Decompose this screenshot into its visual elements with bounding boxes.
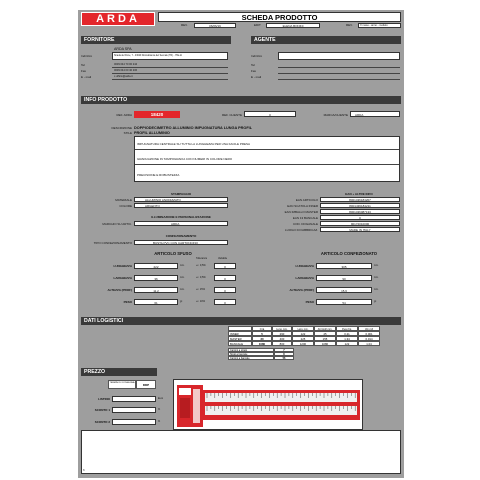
conf-row-unit: mm. — [374, 276, 379, 279]
sfuso-row-field — [134, 263, 178, 269]
sfuso-row-var-field — [214, 299, 236, 305]
logistics-header-text: Larg. mm. — [297, 328, 309, 331]
agente-address-label: Indirizzo — [251, 54, 263, 58]
brand-field — [350, 111, 400, 117]
ref-arda-label: REF. ARDA — [116, 113, 132, 117]
logistics-cell — [292, 341, 314, 346]
fornitore-name: ARDA SPA — [114, 47, 132, 51]
ean-row-field — [320, 215, 400, 220]
product-sheet — [78, 10, 404, 478]
email-value: c.ufficio@arda.it — [114, 75, 133, 78]
rev2-field — [358, 23, 401, 28]
sfuso-row-field — [134, 287, 178, 293]
sfuso-row-label: LUNGHEZZA — [113, 264, 132, 268]
sfuso-row-value: 222 — [153, 264, 159, 269]
conf-row-unit: mm. — [374, 264, 379, 267]
logistics-cell — [314, 341, 336, 346]
materiale-value: ALLUMINIO ANODIZZATO — [145, 198, 181, 203]
features-box — [134, 136, 400, 182]
logistics-cell-text: 122 — [344, 342, 350, 346]
colore-field — [134, 203, 228, 208]
ean-row-field — [320, 203, 400, 208]
sfuso-row-var: 0 — [224, 288, 226, 293]
ref-client-value: 0 — [269, 112, 271, 117]
marchio-label: MARCHIO SU ARTIC. — [102, 222, 132, 226]
logistics-cell — [358, 341, 380, 346]
product-image-frame — [173, 379, 363, 430]
stampaggio-title: STAMPAGGIO — [170, 192, 192, 196]
agente-tel-label: Tel — [251, 63, 255, 67]
sfuso-row-unit: mm. — [180, 264, 185, 267]
logistics-cell-text: 122 — [300, 332, 306, 336]
sfuso-row-field — [134, 275, 178, 281]
colore-value: ARGENTO — [145, 204, 160, 209]
ean-row-value: MADE IN ITALY — [349, 228, 371, 233]
info-bar: INFO PRODOTTO — [81, 96, 401, 104]
sfuso-row-label: ALTEZZA (PROF) — [107, 288, 132, 292]
logistics-extra-value-cell — [274, 356, 294, 360]
logistics-cell-text: 0,014 — [365, 337, 373, 341]
logistics-cell-text: 155 — [322, 337, 328, 341]
ean-row-label: EAN SCATOLA INNER — [287, 204, 318, 208]
logistics-cell-text: 1,04 — [366, 342, 372, 346]
page-title: SCHEDA PRODOTTO — [241, 13, 318, 22]
brand-label: MARCA/CLIENTE — [323, 113, 348, 117]
price-row-label: SCONTO 2 — [94, 420, 110, 424]
sfuso-row-var-field — [214, 263, 236, 269]
fornitore-bar: FORNITORE — [81, 36, 231, 44]
logistics-extra-label-cell — [228, 356, 274, 360]
logistics-cell-text: 1080 — [258, 342, 266, 346]
ean-row-label: COD. DOGANALE — [292, 222, 318, 226]
sfuso-row-tol: +/- 15% — [196, 288, 206, 291]
price-row-unit: % — [158, 420, 161, 423]
logistics-cell-text: 400 — [279, 337, 285, 341]
sfuso-row-label: PESO — [123, 300, 132, 304]
logistics-cell-text: 5 — [261, 332, 263, 336]
price-row-unit: Euro — [158, 397, 164, 400]
agente-bar: AGENTE — [251, 36, 401, 44]
logistics-cell — [272, 341, 292, 346]
ean-title: EAN + ALTRE INFO — [345, 192, 373, 196]
tipo-value: BUSTA PVC CON CARTONCINO — [153, 241, 199, 246]
ref-client-field — [244, 111, 296, 117]
colore-label: COLORE — [119, 204, 132, 208]
logistics-extra-label: Strati a bancale — [230, 353, 248, 356]
logistics-header-text: Alt (prof) mm. — [317, 328, 333, 331]
agente-fax-label: Fax — [251, 69, 257, 73]
ean-row-label: LUOGO DI FABBRICAZ. — [284, 228, 318, 232]
rev2-label: REV. — [346, 23, 353, 27]
prezzo-bar: PREZZO — [81, 368, 157, 376]
ruler-package-icon — [174, 380, 364, 431]
terms-label: TERMINI DI CONSEGNA — [109, 382, 135, 384]
illu-title: ILLUMINAZIONE E PERSONALIZZAZIONE — [151, 215, 211, 219]
conf-row-value: 15,6 — [341, 288, 347, 293]
logistics-cell — [252, 341, 272, 346]
sfuso-row-tol: +/- 0,5% — [196, 264, 206, 267]
logistics-cell-text: 290 — [279, 332, 285, 336]
logistics-cell-text: BANCALE — [230, 342, 244, 346]
ean-row-label: EAN ARTICOLO — [295, 198, 318, 202]
conf-row-value: 54 — [342, 300, 346, 305]
tel-label: Tel — [81, 63, 85, 67]
price-row-field[interactable] — [112, 407, 156, 413]
sfuso-row-unit: gr. — [180, 300, 183, 303]
ean-row-value: 0 — [359, 216, 361, 221]
logistics-cell-text: 0,21 — [344, 332, 350, 336]
logistics-cell-text: 800 — [279, 342, 285, 346]
logistics-extra-label: Cartoni a bancale — [230, 357, 250, 360]
price-row-label: LISTINO — [98, 397, 110, 401]
sfuso-row-tol: +/- 10% — [196, 300, 206, 303]
logistics-extra-value: 8 — [283, 353, 285, 356]
style-value: PROFIL ALLUMINIO — [134, 130, 170, 135]
desc-label: DESCRIZIONE — [111, 126, 132, 130]
tol-label: Tolleranza — [196, 257, 207, 260]
logistics-cell-text: 1,34 — [344, 337, 350, 341]
sfuso-row-unit: mm. — [180, 276, 185, 279]
address-value: Strada del Fiore, 7 - 43029 Roccabianca del Seccale (TR) - ITALIA — [114, 54, 182, 57]
footer-box — [81, 430, 401, 474]
editor-field — [266, 23, 320, 28]
fax-value: 0039 044 00 40 206 — [114, 69, 138, 72]
brand-value: ARDA — [355, 112, 364, 117]
sfuso-title: ARTICOLO SFUSO — [154, 251, 192, 256]
ean-row-label: EAN IMBALLO MASTER — [284, 210, 318, 214]
email-label: E - mail — [81, 75, 92, 79]
sfuso-row-value: 61 — [154, 300, 158, 305]
ean-row-field — [320, 197, 400, 202]
logistica-bar: DATI LOGISTICI — [81, 317, 401, 325]
logistics-cell-text: 0,001 — [365, 332, 373, 336]
logistics-cell-text: 225 — [300, 337, 306, 341]
logistics-extra-value: 7 — [283, 349, 285, 352]
address-label: Indirizzo — [81, 54, 93, 58]
footer-mark: ft — [83, 469, 85, 472]
ref-arda-field — [134, 111, 180, 118]
ref-arda-value: 18420 — [150, 112, 164, 117]
conf-row-field — [316, 263, 372, 269]
price-row-unit: % — [158, 408, 161, 411]
editor-name: ELENA BONINI — [282, 23, 304, 28]
var-label: Variabile — [218, 257, 228, 260]
terms-value-cell — [136, 380, 156, 389]
feature-3: PRECISIONE E ROBUSTEZZA — [137, 173, 180, 177]
address-field — [112, 52, 228, 60]
ean-row-value: 8001436087133 — [349, 210, 371, 215]
logistics-cell-text: 25 — [323, 332, 327, 336]
materiale-label: MATERIALE — [115, 198, 132, 202]
sfuso-row-var: 0 — [224, 276, 226, 281]
sfuso-row-unit: mm. — [180, 288, 185, 291]
conf-row-label: LUNGHEZZA — [295, 264, 314, 268]
sfuso-row-var: 0 — [224, 300, 226, 305]
agente-address-field — [278, 52, 400, 60]
ref-client-label: REF. CLIENTE — [221, 113, 242, 117]
title-box — [158, 12, 401, 22]
arda-logo — [81, 12, 155, 26]
sfuso-row-tol: +/- 0,5% — [196, 276, 206, 279]
sfuso-row-value: 36 — [154, 276, 158, 281]
rev-label: REV. — [181, 23, 188, 27]
logistics-cell-text: INNER — [230, 332, 239, 336]
logistics-header-text: Q.tà — [259, 328, 265, 331]
ean-row-field — [320, 209, 400, 214]
terms-label-cell — [108, 380, 136, 389]
feature-2: GRADUAZIONE IN TAMPOGRAFIA CON NUMERI IN COLORE NERO — [137, 157, 233, 161]
price-row-field[interactable] — [112, 396, 156, 402]
terms-value: DDP — [142, 383, 150, 387]
conf-row-unit: mm. — [374, 288, 379, 291]
feature-1: IMPUGNATURA CENTRALE SU TUTTA LA LUNGHEZZA PER UNA FACILE PRESA — [137, 142, 251, 146]
ean-row-field — [320, 221, 400, 226]
desc-value: DOPPIODECIMETRO ALLUMINIO IMPUGNATURA LUNGA PROFIL — [134, 125, 253, 130]
ean-row-value: 8001436184211 — [349, 204, 371, 209]
style-label: STILE — [123, 131, 132, 135]
logistics-extra-value: 56 — [282, 357, 286, 360]
tipo-label: TIPO CONFEZIONAMENTO — [93, 241, 132, 245]
conf-row-label: LARGHEZZA — [295, 276, 314, 280]
conf-row-field — [316, 275, 372, 281]
logistics-cell-text: 1200 — [299, 342, 307, 346]
logistics-extra-label: Cartoni a strato — [230, 349, 248, 352]
tipo-field — [134, 240, 228, 245]
conf-row-label: PESO — [305, 300, 314, 304]
logistics-cell-text: 20 — [260, 337, 264, 341]
ean-row-label: EAN 13 BANCALE — [292, 216, 318, 220]
logistics-header-text: Lung. mm. — [276, 328, 288, 331]
fax-label: Fax — [81, 69, 87, 73]
conf-row-unit: gr. — [374, 300, 377, 303]
ean-row-value: 90172010000 — [350, 222, 370, 227]
conf-row-value: 305 — [341, 264, 347, 269]
ean-row-value: 8001436184207 — [349, 198, 371, 203]
sfuso-row-var: 0 — [224, 264, 226, 269]
conf-row-value: 90 — [342, 276, 346, 281]
sfuso-row-label: LARGHEZZA — [113, 276, 132, 280]
marchio-value: ARDA — [171, 222, 180, 227]
sfuso-row-value: 11,2 — [153, 288, 159, 293]
logistics-cell — [336, 341, 358, 346]
conf-row-label: ALTEZZA (PROF) — [289, 288, 314, 292]
marchio-field — [134, 221, 228, 226]
conf-row-field — [316, 287, 372, 293]
rev-date: 06/06/19 — [209, 23, 221, 28]
sfuso-row-var-field — [214, 275, 236, 281]
logistics-header-text: Vol. m3 — [365, 328, 373, 331]
logistics-header-text: Peso Kg. — [342, 328, 352, 331]
rev2-value: X mese - anno - modelo — [360, 23, 388, 27]
conf-art-title: ARTICOLO CONFEZIONATO — [320, 251, 378, 256]
logistics-cell-text: MASTER — [230, 337, 242, 341]
sfuso-row-field — [134, 299, 178, 305]
edit-label: EDIT — [254, 23, 261, 27]
agente-email-label: E - mail — [251, 75, 262, 79]
conf-row-field — [316, 299, 372, 305]
tel-value: 0039 044 70 00 244 — [114, 63, 138, 66]
rev-date-field — [194, 23, 236, 28]
ean-row-field — [320, 227, 400, 232]
logistics-cell — [228, 341, 252, 346]
logistics-cell-text: 1080 — [321, 342, 329, 346]
price-row-field[interactable] — [112, 419, 156, 425]
arda-logo-text: ARDA — [96, 13, 140, 25]
price-row-label: SCONTO 1 — [94, 408, 110, 412]
materiale-field — [134, 197, 228, 202]
conf-title: CONFEZIONAMENTO — [165, 234, 197, 238]
sfuso-row-var-field — [214, 287, 236, 293]
